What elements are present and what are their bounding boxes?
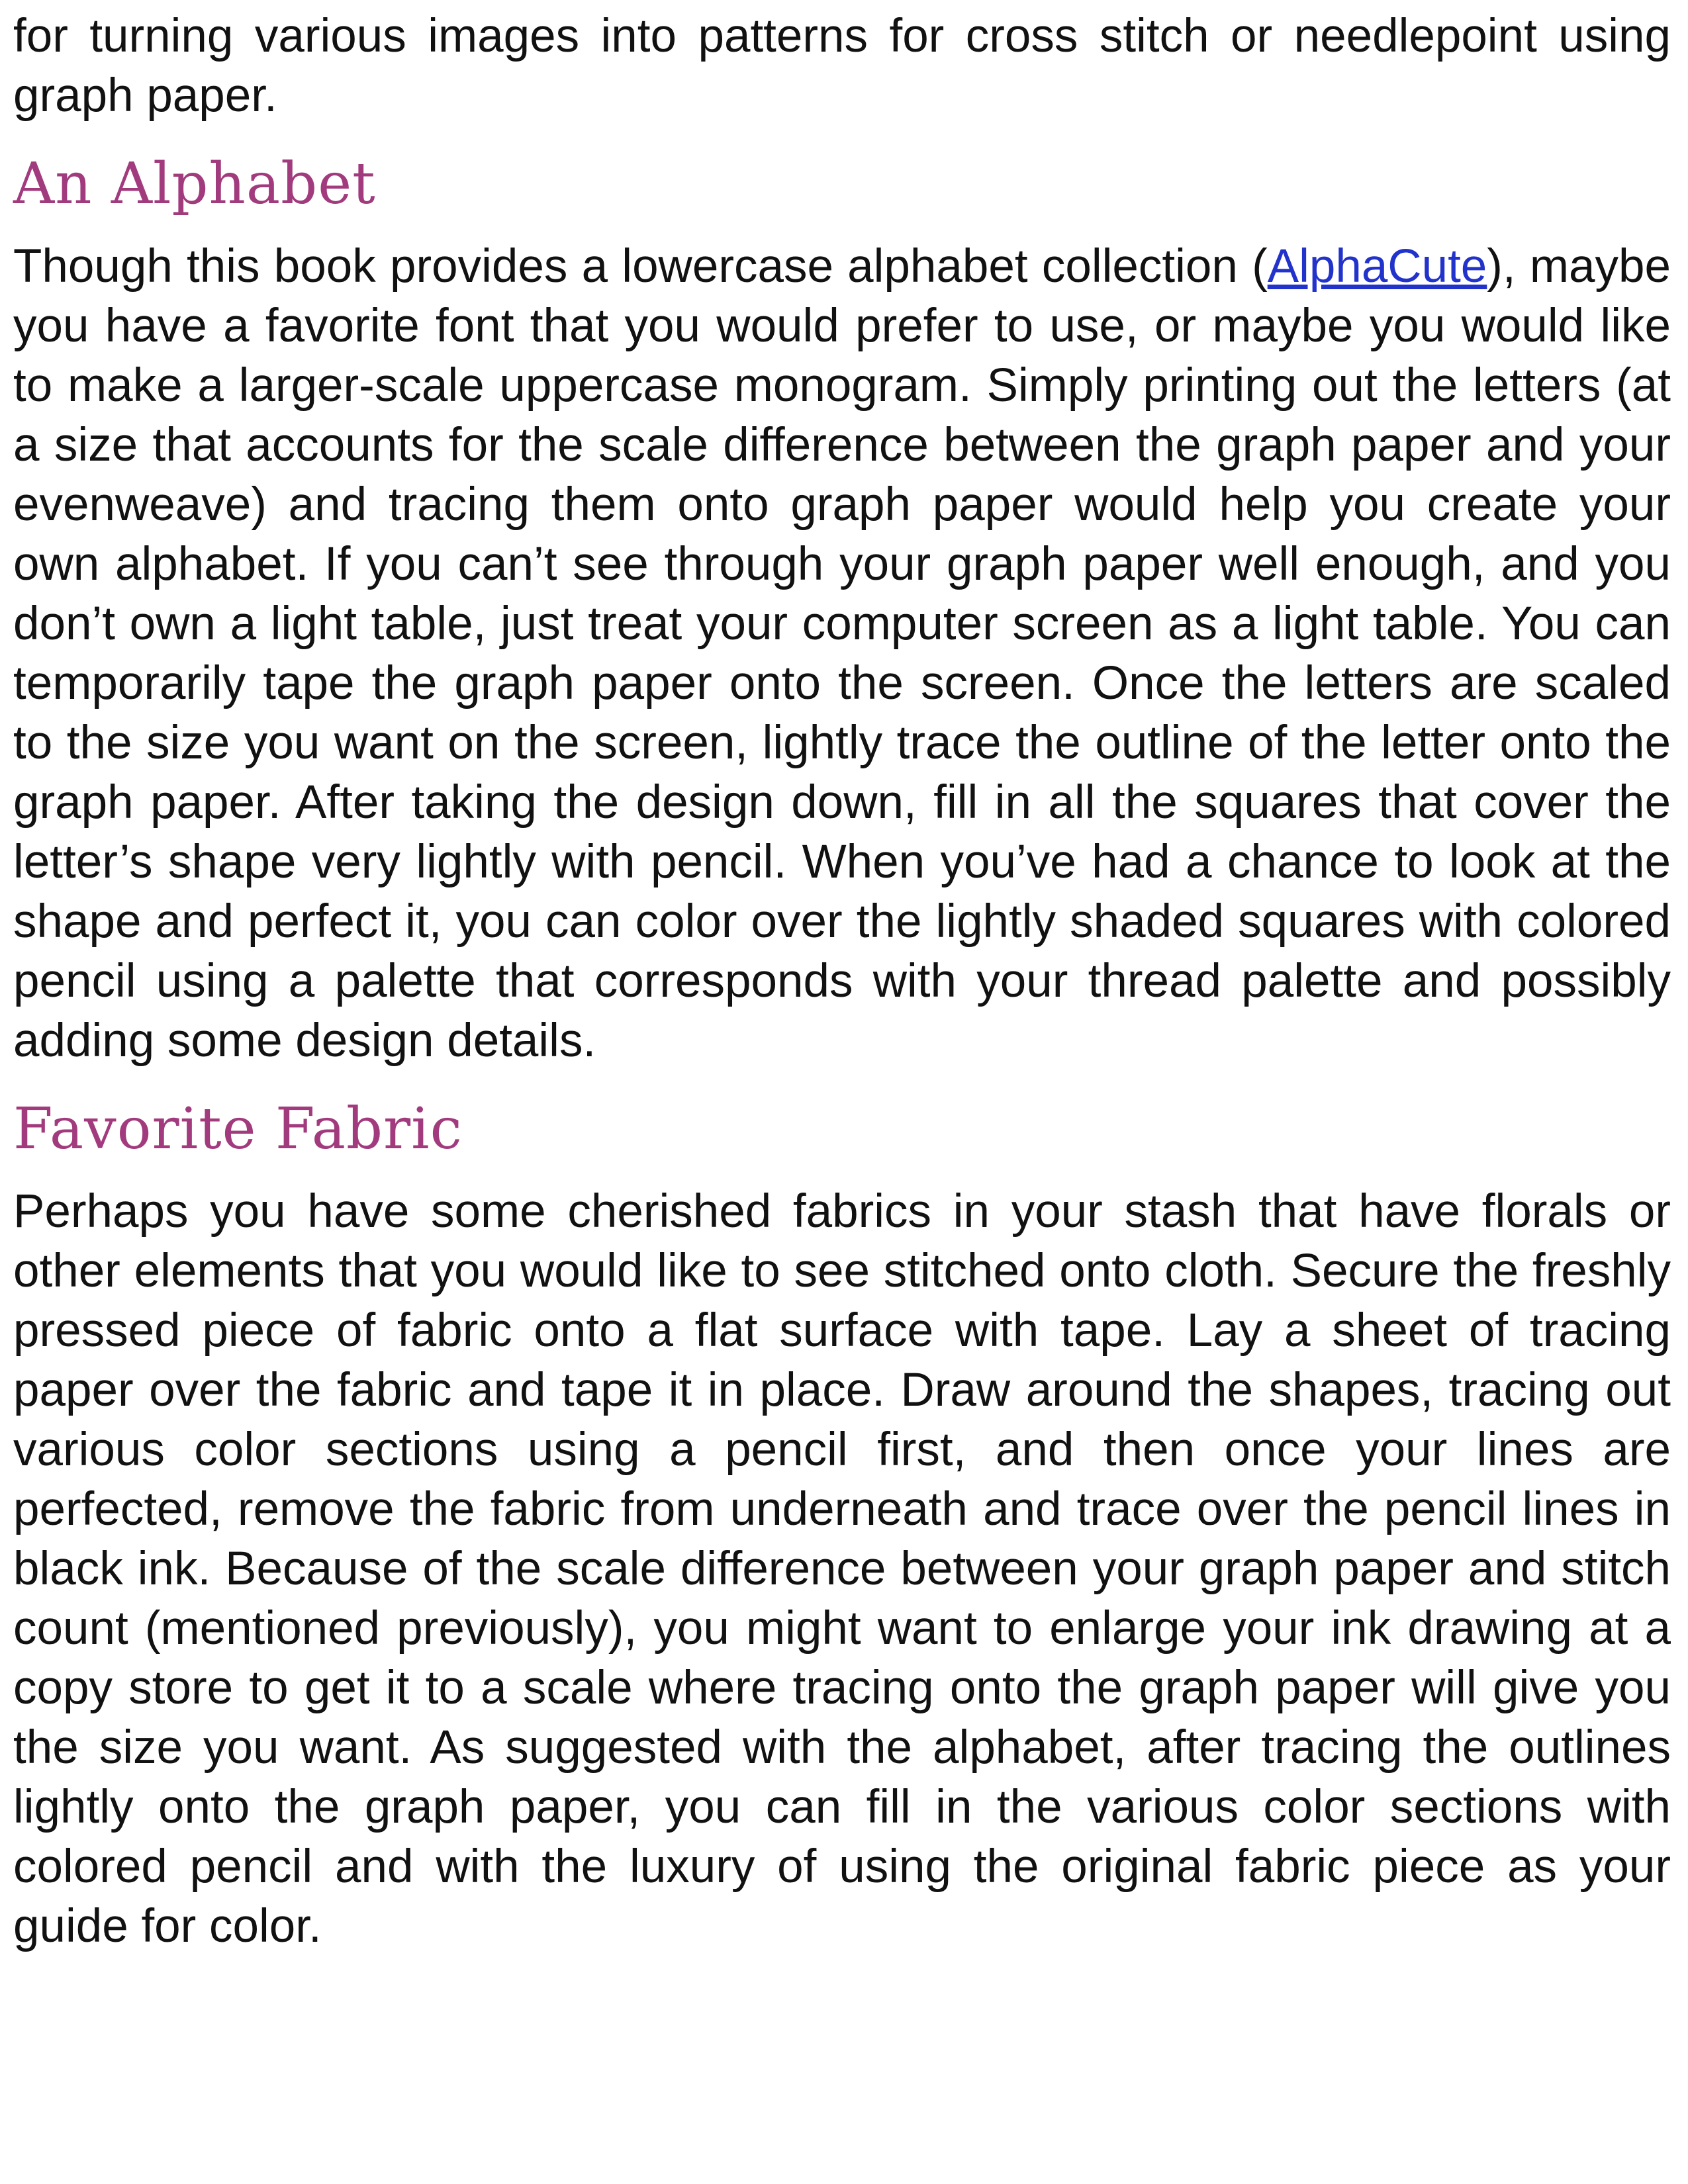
fabric-paragraph: Perhaps you have some cherished fabrics in your stash that have florals or other elements that you would like to see stitched onto cloth. Secure the freshly pressed piece of fabric onto a flat surface with tape. Lay a sheet of tracing paper over the fabric and tape it in place. Draw around the shapes, tracing out various color sections using a pencil first, and then once your lines are perfected, remove the fabric from underneath and trace over the pencil lines in black ink. Because of the scale difference between your graph paper and stitch count (mentioned previously), you might want to enlarge your ink drawing at a copy store to get it to a scale where tracing onto the graph paper will give you the size you want. As suggested with the alphabet, after tracing the outlines lightly onto the graph paper, you can fill in the various color sections with colored pencil and with the luxury of using the original fabric piece as your guide for color. — [13, 1185, 1671, 1952]
document-page — [13, 7, 1671, 1956]
intro-paragraph: for turning various images into patterns for cross stitch or needlepoint using graph paper. — [13, 10, 1671, 122]
alphabet-text-start: Though this book provides a lowercase alphabet collection ( — [13, 240, 1268, 293]
alphabet-heading: An Alphabet — [13, 151, 376, 217]
alphabet-text-rest: ), maybe you have a favorite font that you would prefer to use, or maybe you would like to make a larger-scale uppercase monogram. Simply printing out the letters (at a size that accounts for the scale difference between the graph paper and your evenweave) and tracing them onto graph paper would help you create your own alphabet. If you can’t see through your graph paper well enough, and you don’t own a light table, just treat your computer screen as a light table. You can temporarily tape the graph paper onto the screen. Once the letters are scaled to the size you want on the screen, lightly trace the outline of the letter onto the graph paper. After taking the design down, fill in all the squares that cover the letter’s shape very lightly with pencil. When you’ve had a chance to look at the shape and perfect it, you can color over the lightly shaded squares with colored pencil using a palette that corresponds with your thread palette and possibly adding some design details. — [13, 240, 1671, 1067]
alphabet-paragraph — [13, 237, 1671, 1071]
fabric-heading: Favorite Fabric — [13, 1096, 463, 1162]
alphacute-link[interactable]: AlphaCute — [1267, 240, 1487, 293]
